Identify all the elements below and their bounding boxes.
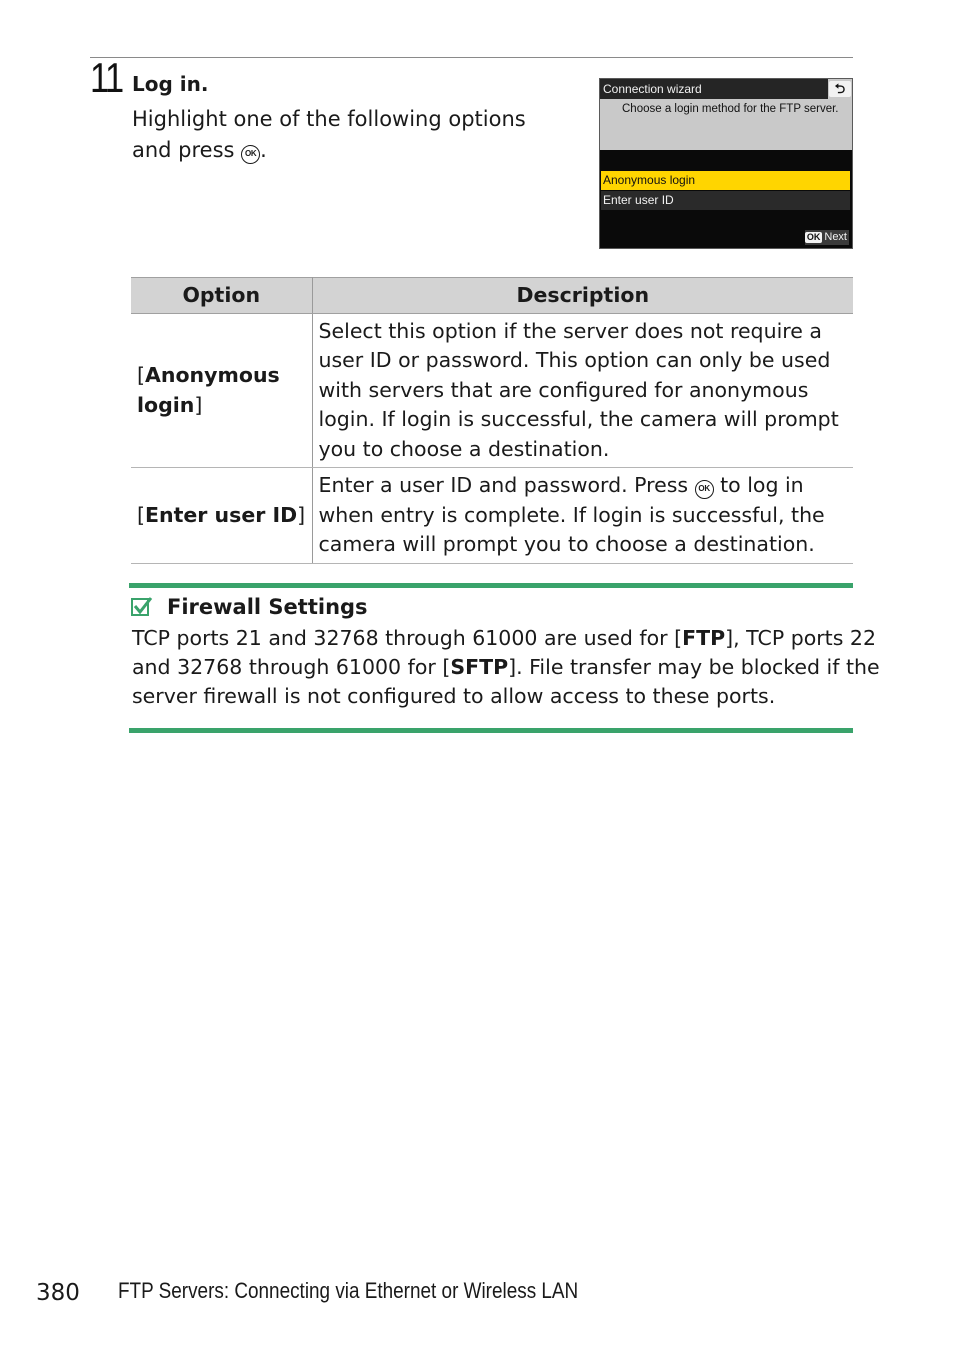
table-header-description: Description (312, 278, 853, 314)
note-line-3: server firewall is not configured to allow access to these ports. (132, 684, 776, 708)
table-cell-option: [Anonymous login] (131, 314, 312, 468)
ok-button-icon: OK (241, 145, 260, 164)
camera-footer-next (805, 230, 849, 245)
check-box-icon (131, 597, 153, 617)
camera-screen-prompt: Choose a login method for the FTP server. (622, 103, 839, 115)
option-name: Anonymous login (137, 363, 280, 417)
ok-button-icon: OK (806, 232, 821, 242)
page-number: 380 (36, 1280, 80, 1306)
top-rule (90, 57, 853, 58)
step-title: Log in. (132, 72, 209, 96)
step-instructions (132, 104, 562, 166)
table-row (131, 468, 853, 564)
camera-next-label: Next (824, 231, 847, 243)
note-sftp: SFTP (450, 655, 509, 679)
note-text: ], TCP ports 22 (725, 626, 877, 650)
note-text: and 32768 through 61000 for [ (132, 655, 451, 679)
table-row (131, 314, 853, 468)
note-text: TCP ports 21 and 32768 through 61000 are used for [ (132, 626, 683, 650)
table-header-option: Option (131, 278, 312, 314)
step-text-after: . (260, 138, 267, 162)
camera-screen-header (600, 79, 852, 150)
note-line-2 (132, 653, 880, 682)
camera-menu-item-anonymous-login: Anonymous login (601, 171, 850, 190)
note-ftp: FTP (682, 626, 726, 650)
note-title: Firewall Settings (167, 595, 368, 619)
options-table (131, 277, 853, 564)
step-text-line-2 (132, 135, 562, 166)
table-cell-description: Select this option if the server does not require a user ID or password. This option can only be used with servers that are configured for anonymous login. If login is successful, the camera will prompt you to choose a destination. (312, 314, 853, 468)
step-number: 11 (90, 54, 123, 101)
note-body (132, 624, 880, 711)
note-top-rule (129, 583, 853, 588)
step-text-line-1: Highlight one of the following options (132, 107, 526, 131)
table-cell-option: [Enter user ID] (131, 468, 312, 564)
camera-screen (599, 78, 853, 249)
camera-screen-title: Connection wizard (600, 79, 828, 99)
option-name: Enter user ID (145, 502, 298, 527)
note-line-1 (132, 624, 877, 653)
return-arrow-icon: ⮌ (829, 81, 851, 97)
camera-menu-item-enter-user-id: Enter user ID (601, 191, 850, 210)
ok-button-icon: OK (695, 480, 714, 499)
description-after: to log in when entry is complete. If login is successful, the camera will prompt you to choose a destination. (318, 473, 825, 557)
description-before: Enter a user ID and password. Press (318, 473, 695, 498)
table-cell-description (312, 468, 853, 564)
running-footer: FTP Servers: Connecting via Ethernet or Wireless LAN (118, 1278, 579, 1303)
step-text-before: and press (132, 138, 242, 162)
note-text: ]. File transfer may be blocked if the (508, 655, 880, 679)
table-header-row (131, 278, 853, 314)
note-bottom-rule (129, 728, 853, 733)
